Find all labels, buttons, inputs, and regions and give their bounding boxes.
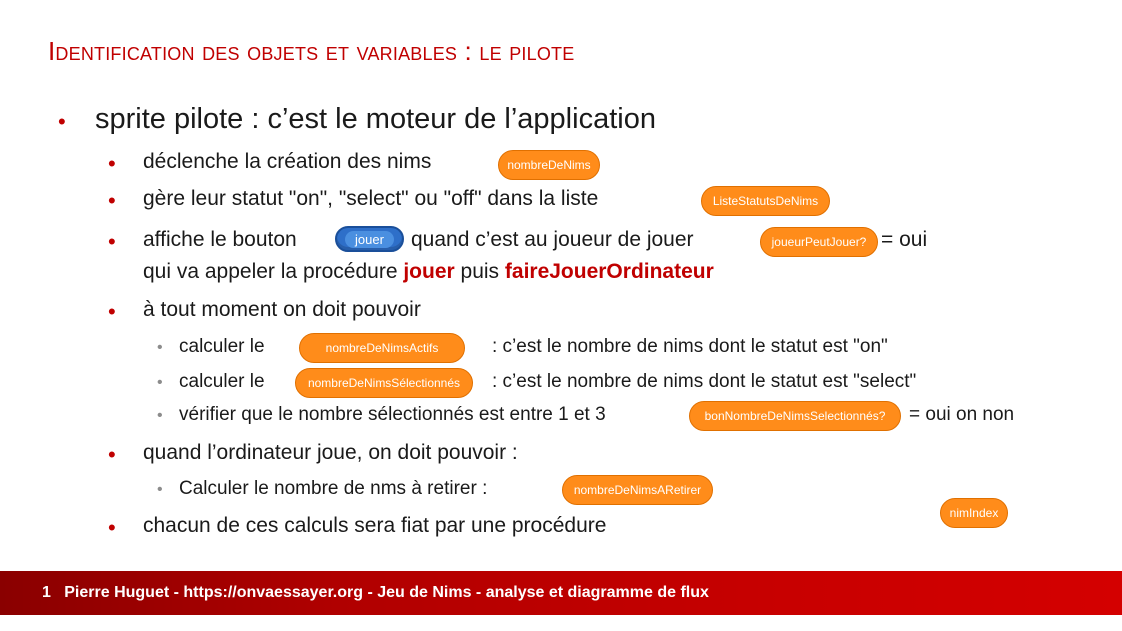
bullet-a-tout-moment: à tout moment on doit pouvoir [143, 298, 421, 321]
footer-text [42, 584, 709, 602]
bullet-dot: • [108, 188, 116, 213]
bullet-chacun-calculs: chacun de ces calculs sera fiat par une procédure [143, 514, 607, 537]
sub-bullet-verifier-a: vérifier que le nombre sélectionnés est entre 1 et 3 [179, 404, 606, 425]
bullet-declenche: déclenche la création des nims [143, 150, 432, 173]
variable-block-bonNombreDeNimsSelectionnes[interactable]: bonNombreDeNimsSelectionnés? [689, 401, 901, 431]
jouer-button-label: jouer [345, 231, 394, 248]
bullet-dot: • [108, 515, 116, 540]
bullet-dot: • [108, 299, 116, 324]
sub-bullet-dot: • [157, 481, 163, 498]
bullet-dot: • [58, 109, 66, 134]
sub-bullet-verifier-b: = oui on non [909, 404, 1015, 425]
sub-bullet-calculer-actifs-a: calculer le [179, 336, 265, 357]
bullet-affiche-bouton-b: quand c’est au joueur de jouer [411, 228, 694, 251]
sub-bullet-calculer-retirer: Calculer le nombre de nms à retirer : [179, 478, 488, 499]
sub-bullet-calculer-selectionnes-a: calculer le [179, 371, 265, 392]
bullet-ordinateur-joue: quand l’ordinateur joue, on doit pouvoir : [143, 441, 518, 464]
bullet-sprite-pilote: sprite pilote : c’est le moteur de l’application [95, 103, 656, 135]
sub-bullet-dot: • [157, 339, 163, 356]
footer-bar [0, 571, 1122, 615]
list-block-ListeStatutsDeNims[interactable]: ListeStatutsDeNims [701, 186, 830, 216]
variable-block-nimIndex[interactable]: nimIndex [940, 498, 1008, 528]
variable-block-nombreDeNimsARetirer[interactable]: nombreDeNimsARetirer [562, 475, 713, 505]
text-qui-va-appeler: qui va appeler la procédure [143, 260, 404, 283]
text-puis: puis [454, 260, 505, 283]
variable-block-nombreDeNims[interactable]: nombreDeNims [498, 150, 600, 180]
bullet-gere-statut: gère leur statut "on", "select" ou "off" dans la liste [143, 187, 599, 210]
variable-block-nombreDeNimsSelectionnes[interactable]: nombreDeNimsSélectionnés [295, 368, 473, 398]
variable-block-joueurPeutJouer[interactable]: joueurPeutJouer? [760, 227, 878, 257]
bullet-dot: • [108, 229, 116, 254]
sub-bullet-calculer-selectionnes-b: : c’est le nombre de nims dont le statut est "select" [492, 371, 917, 392]
bullet-affiche-bouton-a: affiche le bouton [143, 228, 297, 251]
slide-number: 1 [42, 584, 51, 601]
bullet-dot: • [108, 151, 116, 176]
bullet-dot: • [108, 442, 116, 467]
footer-credits: Pierre Huguet - https://onvaessayer.org - Jeu de Nims - analyse et diagramme de flux [64, 584, 709, 601]
procedure-jouer: jouer [403, 260, 455, 283]
sub-bullet-dot: • [157, 407, 163, 424]
bullet-appeler-procedure [143, 260, 714, 284]
slide-title: Identification des objets et variables : le pilote [48, 36, 575, 66]
bullet-affiche-bouton-c: = oui [881, 228, 928, 251]
procedure-faireJouerOrdinateur: faireJouerOrdinateur [504, 260, 714, 283]
sub-bullet-calculer-actifs-b: : c’est le nombre de nims dont le statut est "on" [492, 336, 888, 357]
sub-bullet-dot: • [157, 374, 163, 391]
variable-block-nombreDeNimsActifs[interactable]: nombreDeNimsActifs [299, 333, 465, 363]
jouer-button[interactable] [335, 226, 404, 252]
